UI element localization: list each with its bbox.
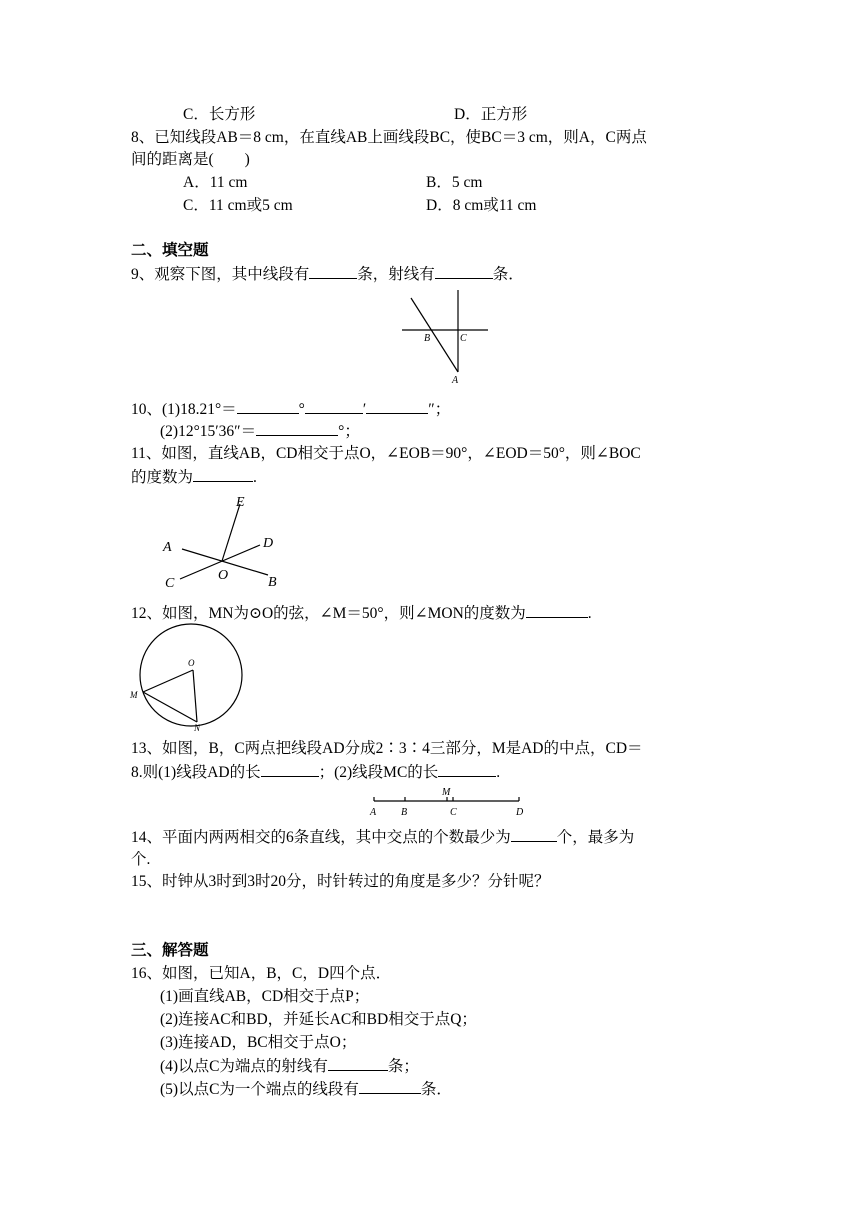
section-3-title: 三、解答题 bbox=[131, 942, 209, 959]
q13-stem-line1: 13、如图，B，C两点把线段AD分成2∶3∶4三部分，M是AD的中点，CD＝ bbox=[131, 740, 643, 757]
ray-oe bbox=[222, 504, 240, 561]
segment-on bbox=[193, 670, 197, 722]
label-b: B bbox=[424, 333, 431, 344]
segment-om bbox=[143, 670, 193, 692]
answer-blank bbox=[256, 420, 338, 436]
q13-figure bbox=[365, 786, 535, 820]
q9-stem: 9、观察下图，其中线段有 条，射线有 条． bbox=[131, 263, 524, 286]
q8-option-a: A．11 cm bbox=[183, 174, 248, 191]
label-d: D bbox=[263, 536, 274, 551]
circle-o bbox=[140, 624, 242, 726]
q8-option-d: D．8 cm或11 cm bbox=[426, 197, 537, 214]
answer-blank bbox=[359, 1078, 421, 1094]
label-a: A bbox=[452, 375, 459, 386]
q7-option-c: C．长方形 bbox=[183, 106, 256, 123]
q11-stem-line2: 的度数为 . bbox=[131, 466, 257, 489]
answer-blank bbox=[366, 398, 428, 414]
label-c: C bbox=[165, 576, 175, 591]
answer-blank bbox=[435, 263, 493, 279]
q15-stem: 15、时钟从3时到3时20分，时针转过的角度是多少？分针呢？ bbox=[131, 873, 550, 890]
slant-line bbox=[411, 298, 458, 372]
q8-option-b: B．5 cm bbox=[426, 174, 483, 191]
answer-blank bbox=[511, 826, 557, 842]
q12-stem: 12、如图，MN为⊙O的弦，∠M＝50°，则∠MON的度数为 . bbox=[131, 602, 592, 625]
q13-stem-line2: 8.则(1)线段AD的长 ；(2)线段MC的长 . bbox=[131, 761, 500, 784]
q16-stem: 16、如图，已知A，B，C，D四个点． bbox=[131, 965, 392, 982]
answer-blank bbox=[328, 1055, 388, 1071]
q8-option-c: C．11 cm或5 cm bbox=[183, 197, 293, 214]
answer-blank bbox=[526, 602, 588, 618]
label-o: O bbox=[218, 568, 229, 583]
label-m: M bbox=[442, 787, 451, 798]
q11-figure bbox=[160, 492, 290, 592]
label-a: A bbox=[370, 807, 377, 818]
label-e: E bbox=[236, 495, 245, 510]
label-d: D bbox=[516, 807, 524, 818]
label-a: A bbox=[163, 540, 172, 555]
q12-figure bbox=[128, 624, 258, 733]
q9-figure bbox=[396, 290, 496, 390]
q10-part2: (2)12°15′36″＝ °； bbox=[160, 420, 360, 443]
q16-step-4: (4)以点C为端点的射线有 条； bbox=[160, 1055, 419, 1078]
q16-step-3: (3)连接AD，BC相交于点O； bbox=[160, 1034, 357, 1051]
label-o: O bbox=[188, 658, 195, 668]
q16-step-5: (5)以点C为一个端点的线段有 条． bbox=[160, 1078, 452, 1101]
answer-blank bbox=[305, 398, 363, 414]
q16-step-2: (2)连接AC和BD，并延长AC和BD相交于点Q； bbox=[160, 1011, 477, 1028]
label-b: B bbox=[268, 575, 277, 590]
label-c: C bbox=[460, 333, 467, 344]
q10-part1: 10、(1)18.21°＝ ° ′ ″； bbox=[131, 398, 450, 421]
q16-step-1: (1)画直线AB，CD相交于点P； bbox=[160, 988, 370, 1005]
q14-stem-line1: 14、平面内两两相交的6条直线，其中交点的个数最少为 个，最多为 bbox=[131, 826, 634, 849]
label-b: B bbox=[401, 807, 408, 818]
label-c: C bbox=[450, 807, 457, 818]
q8-stem-line1: 8、已知线段AB＝8 cm，在直线AB上画线段BC，使BC＝3 cm，则A，C两点 bbox=[131, 129, 647, 146]
q11-stem-line1: 11、如图，直线AB，CD相交于点O，∠EOB＝90°，∠EOD＝50°，则∠BOC bbox=[131, 445, 641, 462]
q7-option-d: D．正方形 bbox=[454, 106, 528, 123]
section-2-title: 二、填空题 bbox=[131, 242, 209, 259]
answer-blank bbox=[237, 398, 299, 414]
answer-blank bbox=[261, 761, 319, 777]
label-n: N bbox=[194, 723, 201, 733]
q14-stem-line2: 个. bbox=[131, 851, 151, 868]
answer-blank bbox=[309, 263, 357, 279]
q8-stem-line2: 间的距离是( ) bbox=[131, 151, 250, 168]
answer-blank bbox=[438, 761, 496, 777]
answer-blank bbox=[193, 466, 253, 482]
label-m: M bbox=[130, 690, 138, 700]
